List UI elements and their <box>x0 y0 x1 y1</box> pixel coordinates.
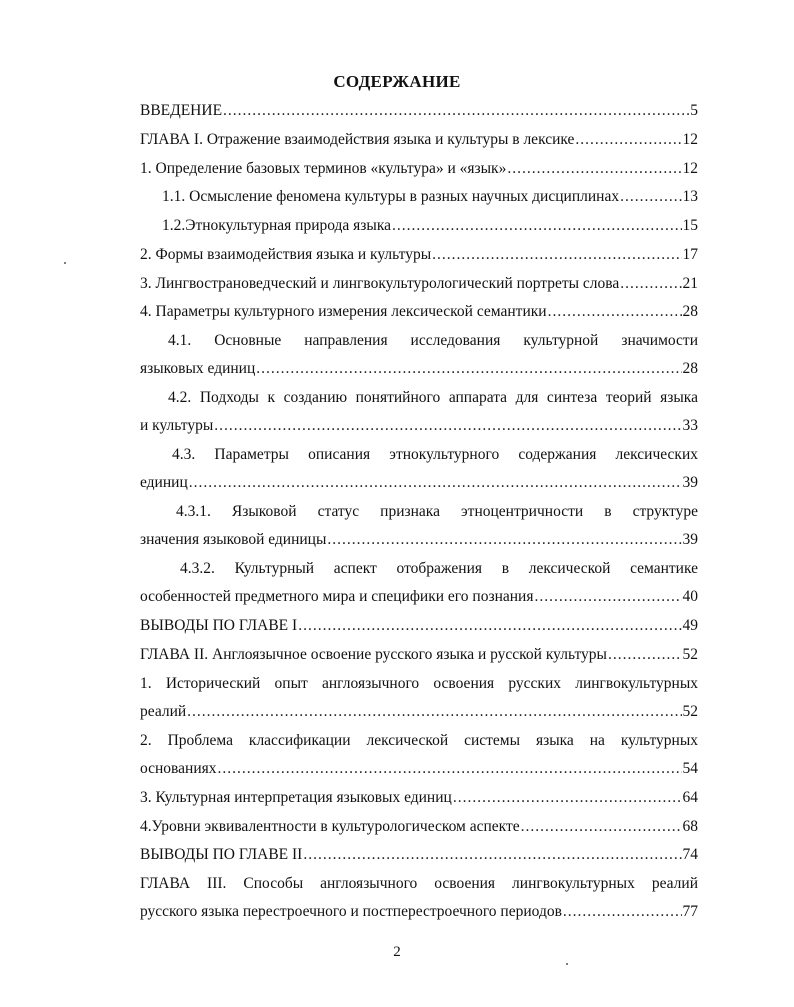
toc-entry-chapter-2[interactable] <box>140 646 698 668</box>
toc-page-number: 52 <box>682 646 698 663</box>
toc-page-number: 28 <box>682 360 698 377</box>
dot-leader <box>303 846 681 864</box>
toc-page-number: 28 <box>682 303 698 320</box>
dot-leader <box>534 588 681 606</box>
toc-entry-4-1-line1[interactable]: 4.1. Основные направления исследования культурной значимости <box>168 332 698 349</box>
scan-speck <box>64 262 66 264</box>
toc-entry-ch2-1-line1[interactable]: 1. Исторический опыт англоязычного освоения русских лингвокультурных <box>140 675 698 692</box>
toc-entry-chapter-1[interactable] <box>140 131 698 153</box>
toc-entry-4-3[interactable] <box>140 474 698 496</box>
toc-entry-3[interactable] <box>140 275 698 297</box>
toc-entry-4-3-1-line1[interactable]: 4.3.1. Языковой статус признака этноцентричности в структуре <box>176 503 698 520</box>
dot-leader <box>256 360 681 378</box>
toc-page-number: 39 <box>682 474 698 491</box>
dot-leader <box>392 217 681 235</box>
dot-leader <box>453 789 682 807</box>
toc-entry-text: ВВЕДЕНИЕ <box>140 102 223 119</box>
toc-page-number: 39 <box>682 531 698 548</box>
toc-page-number: 17 <box>682 246 698 263</box>
toc-page-number: 49 <box>682 617 698 634</box>
toc-entry-text: единиц <box>140 474 188 491</box>
toc-entry-text: ВЫВОДЫ ПО ГЛАВЕ I <box>140 617 298 634</box>
toc-page-number: 13 <box>682 188 698 205</box>
toc-entry-text: 1. Определение базовых терминов «культура» и «язык» <box>140 160 507 177</box>
toc-entry-ch2-1[interactable] <box>140 703 698 725</box>
toc-entry-text: русского языка перестроечного и постперестроечного периодов <box>140 903 562 920</box>
dot-leader <box>563 903 682 921</box>
toc-entry-4[interactable] <box>140 303 698 325</box>
toc-entry-introduction[interactable] <box>140 102 698 124</box>
toc-entry-ch2-3[interactable] <box>140 789 698 811</box>
dot-leader <box>298 617 681 635</box>
toc-entry-text: особенностей предметного мира и специфики его познания <box>140 588 534 605</box>
toc-page-number: 52 <box>682 703 698 720</box>
scan-speck <box>566 963 568 965</box>
toc-entry-1-1[interactable] <box>162 188 698 210</box>
toc-entry-text: 3. Лингвострановедческий и лингвокультурологический портреты слова <box>140 275 620 292</box>
toc-entry-4-2[interactable] <box>140 417 698 439</box>
toc-page-number: 64 <box>682 789 698 806</box>
toc-page-number: 54 <box>682 760 698 777</box>
dot-leader <box>432 246 681 264</box>
dot-leader <box>620 275 681 293</box>
page-number: 2 <box>393 944 401 960</box>
toc-entry-chapter-3-line1[interactable]: ГЛАВА III. Способы англоязычного освоения лингвокультурных реалий <box>140 875 698 892</box>
toc-entry-1[interactable] <box>140 160 698 182</box>
toc-entry-ch2-2-line1[interactable]: 2. Проблема классификации лексической системы языка на культурных <box>140 732 698 749</box>
dot-leader <box>223 102 689 120</box>
toc-page-number: 12 <box>682 131 698 148</box>
toc-page-number: 15 <box>682 217 698 234</box>
toc-entry-text: ГЛАВА I. Отражение взаимодействия языка и культуры в лексике <box>140 131 575 148</box>
dot-leader <box>189 474 682 492</box>
toc-entry-ch2-4[interactable] <box>140 818 698 840</box>
toc-entry-text: 1.1. Осмысление феномена культуры в разных научных дисциплинах <box>162 188 620 205</box>
toc-entry-2[interactable] <box>140 246 698 268</box>
toc-entry-4-3-2[interactable] <box>140 588 698 610</box>
toc-entry-text: и культуры <box>140 417 214 434</box>
toc-entry-1-2[interactable] <box>162 217 698 239</box>
dot-leader <box>575 131 681 149</box>
toc-page-number: 5 <box>690 102 698 119</box>
toc-entry-4-3-1[interactable] <box>140 531 698 553</box>
dot-leader <box>187 703 681 721</box>
toc-page-number: 68 <box>682 818 698 835</box>
toc-entry-4-1[interactable] <box>140 360 698 382</box>
toc-entry-ch2-2[interactable] <box>140 760 698 782</box>
toc-entry-conclusions-2[interactable] <box>140 846 698 868</box>
toc-entry-text: 1.2.Этнокультурная природа языка <box>162 217 392 234</box>
toc-entry-4-3-line1[interactable]: 4.3. Параметры описания этнокультурного содержания лексических <box>172 446 698 463</box>
dot-leader <box>327 531 681 549</box>
dot-leader <box>218 760 682 778</box>
toc-entry-4-2-line1[interactable]: 4.2. Подходы к созданию понятийного аппарата для синтеза теорий языка <box>168 389 698 406</box>
dot-leader <box>521 818 682 836</box>
toc-entry-text: реалий <box>140 703 187 720</box>
toc-entry-text: основаниях <box>140 760 217 777</box>
toc-entry-text: языковых единиц <box>140 360 256 377</box>
dot-leader <box>620 188 681 206</box>
toc-entry-text: 4. Параметры культурного измерения лексической семантики <box>140 303 547 320</box>
toc-page-number: 33 <box>682 417 698 434</box>
toc-entry-conclusions-1[interactable] <box>140 617 698 639</box>
toc-entry-text: ГЛАВА II. Англоязычное освоение русского языка и русской культуры <box>140 646 607 663</box>
toc-entry-text: ВЫВОДЫ ПО ГЛАВЕ II <box>140 846 303 863</box>
dot-leader <box>548 303 682 321</box>
toc-page-number: 74 <box>682 846 698 863</box>
toc-page-number: 12 <box>682 160 698 177</box>
toc-entry-text: 2. Формы взаимодействия языка и культуры <box>140 246 432 263</box>
dot-leader <box>507 160 681 178</box>
toc-entry-text: значения языковой единицы <box>140 531 327 548</box>
page-title: СОДЕРЖАНИЕ <box>333 72 461 91</box>
toc-entry-text: 3. Культурная интерпретация языковых единиц <box>140 789 452 806</box>
toc-page-number: 21 <box>682 275 698 292</box>
toc-entry-4-3-2-line1[interactable]: 4.3.2. Культурный аспект отображения в лексической семантике <box>180 560 698 577</box>
dot-leader <box>214 417 681 435</box>
dot-leader <box>608 646 682 664</box>
toc-page-number: 77 <box>682 903 698 920</box>
toc-page-number: 40 <box>682 588 698 605</box>
toc-entry-text: 4.Уровни эквивалентности в культурологическом аспекте <box>140 818 520 835</box>
toc-entry-chapter-3[interactable] <box>140 903 698 925</box>
